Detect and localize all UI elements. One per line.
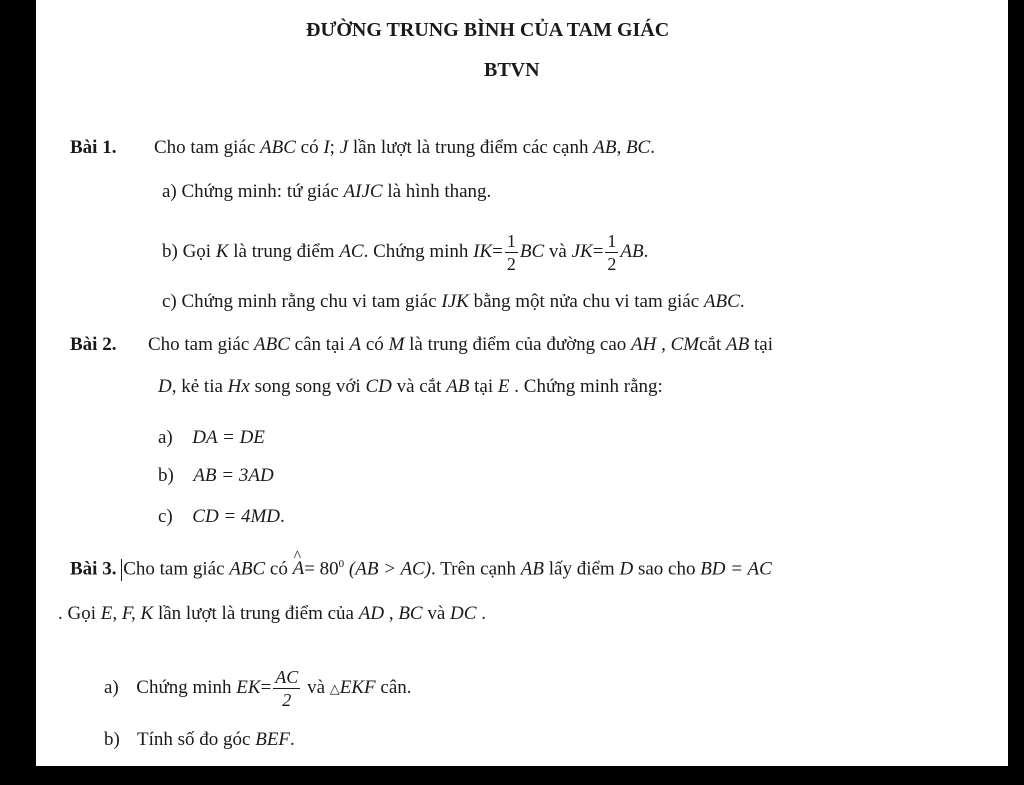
math-angle: ^ A	[293, 557, 305, 581]
text: ,	[661, 334, 666, 355]
text: . Chứng minh rằng:	[514, 376, 663, 397]
document-subtitle: BTVN	[484, 59, 540, 81]
math: D	[619, 558, 634, 580]
text: .	[481, 603, 486, 624]
text: lấy điểm	[548, 558, 615, 580]
text: cắt	[699, 334, 722, 355]
text: . Gọi	[58, 603, 96, 624]
text: .	[739, 291, 745, 312]
math: AB	[726, 334, 750, 355]
numerator: AC	[275, 667, 299, 687]
math: DC	[450, 603, 477, 624]
math: EK	[236, 676, 261, 698]
text: Chứng minh	[136, 676, 232, 698]
text: a) Chứng minh: tứ giác	[162, 181, 339, 202]
denominator: 2	[506, 254, 516, 274]
math: AH	[631, 334, 657, 355]
fraction	[505, 232, 518, 273]
triangle-symbol: △	[329, 680, 340, 696]
math: AIJC	[343, 181, 383, 202]
math: AB	[520, 558, 544, 580]
text: lần lượt là trung điểm các cạnh	[352, 137, 589, 158]
text: c) Chứng minh rằng chu vi tam giác	[162, 291, 437, 312]
part-label: a)	[158, 427, 173, 448]
text: là hình thang.	[387, 181, 492, 202]
bai1-intro	[70, 136, 655, 160]
text: = 80	[304, 558, 339, 580]
math: EKF	[339, 676, 376, 698]
bai1-part-c	[162, 290, 745, 314]
text: ;	[329, 137, 335, 158]
text: Cho tam giác	[123, 558, 225, 580]
text: là trung điểm của đường cao	[409, 334, 627, 355]
math: AB, BC	[593, 137, 651, 158]
math: K	[215, 240, 229, 262]
bai2-part-c	[158, 505, 285, 529]
math: BC	[519, 240, 545, 262]
text: . Trên cạnh	[431, 558, 517, 580]
math: E, F, K	[100, 603, 154, 624]
math: AB	[446, 376, 470, 397]
fraction	[273, 668, 300, 709]
math: AD	[358, 603, 385, 624]
math: BC	[398, 603, 423, 624]
bai3-label: Bài 3.	[70, 558, 117, 580]
math: AB = 3AD	[193, 465, 274, 486]
text: song song với	[254, 376, 361, 397]
bai1-label: Bài 1.	[70, 137, 117, 158]
text: tại	[753, 334, 773, 355]
math: ABC	[703, 291, 740, 312]
text: . Chứng minh	[363, 240, 469, 262]
text: .	[290, 729, 295, 750]
text: =	[592, 240, 604, 262]
text: có	[269, 558, 288, 580]
math: CD	[365, 376, 392, 397]
bai1-part-b	[162, 232, 648, 273]
text: , kẻ tia	[171, 376, 223, 397]
part-label: b)	[104, 729, 120, 750]
bai3-line1	[70, 552, 772, 581]
bai3-part-a	[104, 668, 412, 709]
text: là trung điểm	[233, 240, 335, 262]
math: BD = AC	[700, 558, 772, 580]
math: JK	[571, 240, 593, 262]
document-title: ĐƯỜNG TRUNG BÌNH CỦA TAM GIÁC	[306, 19, 670, 41]
bai2-label: Bài 2.	[70, 334, 117, 355]
math: CD = 4MD	[192, 506, 281, 527]
text: Tính số đo góc	[137, 729, 251, 750]
math: ABC	[229, 558, 266, 580]
math: ABC	[254, 334, 290, 355]
text: =	[260, 676, 272, 698]
part-label: b)	[158, 465, 174, 486]
text: và	[307, 676, 325, 698]
bai3-part-b	[104, 728, 295, 752]
bai2-part-a	[158, 426, 265, 450]
bai3-line2	[58, 602, 486, 626]
math: DA = DE	[192, 427, 265, 448]
text: =	[492, 240, 503, 262]
math: BEF	[255, 729, 291, 750]
text: b) Gọi	[162, 240, 212, 262]
math: I	[323, 137, 330, 158]
text: bằng một nửa chu vi tam giác	[473, 291, 700, 312]
math: D	[158, 376, 172, 397]
text: ,	[388, 603, 394, 624]
math: IJK	[441, 291, 469, 312]
degree: 0	[338, 558, 345, 570]
text: Cho tam giác	[147, 334, 250, 355]
math: CM	[670, 334, 700, 355]
denominator: 2	[282, 690, 292, 710]
text: tại	[474, 376, 494, 397]
numerator: 1	[607, 231, 617, 251]
text: .	[280, 506, 285, 527]
numerator: 1	[506, 231, 516, 251]
math: AB	[620, 240, 644, 262]
text: Cho tam giác	[153, 137, 256, 158]
bai1-part-a	[162, 180, 491, 204]
document-page	[36, 0, 1008, 766]
part-label: a)	[104, 676, 119, 698]
math: A	[349, 334, 362, 355]
bai2-part-b	[158, 464, 274, 488]
text: và	[548, 240, 567, 262]
math: IK	[473, 240, 493, 262]
math: ABC	[260, 137, 296, 158]
math: AC	[339, 240, 364, 262]
bai2-line1	[70, 333, 773, 357]
math: J	[339, 137, 349, 158]
math: M	[388, 334, 405, 355]
math: E	[497, 376, 510, 397]
text: và cắt	[396, 376, 442, 397]
text: .	[650, 137, 655, 158]
text: và	[427, 603, 446, 624]
text: có	[300, 137, 319, 158]
text: có	[365, 334, 384, 355]
math: Hx	[227, 376, 250, 397]
text: cân.	[380, 676, 412, 698]
text: lần lượt là trung điểm của	[157, 603, 354, 624]
text: sao cho	[637, 558, 696, 580]
denominator: 2	[607, 254, 617, 274]
bai2-line2	[158, 375, 663, 399]
text: .	[643, 240, 649, 262]
fraction	[605, 232, 618, 273]
text: cân tại	[294, 334, 345, 355]
math: (AB > AC)	[348, 558, 432, 580]
part-label: c)	[158, 506, 173, 527]
